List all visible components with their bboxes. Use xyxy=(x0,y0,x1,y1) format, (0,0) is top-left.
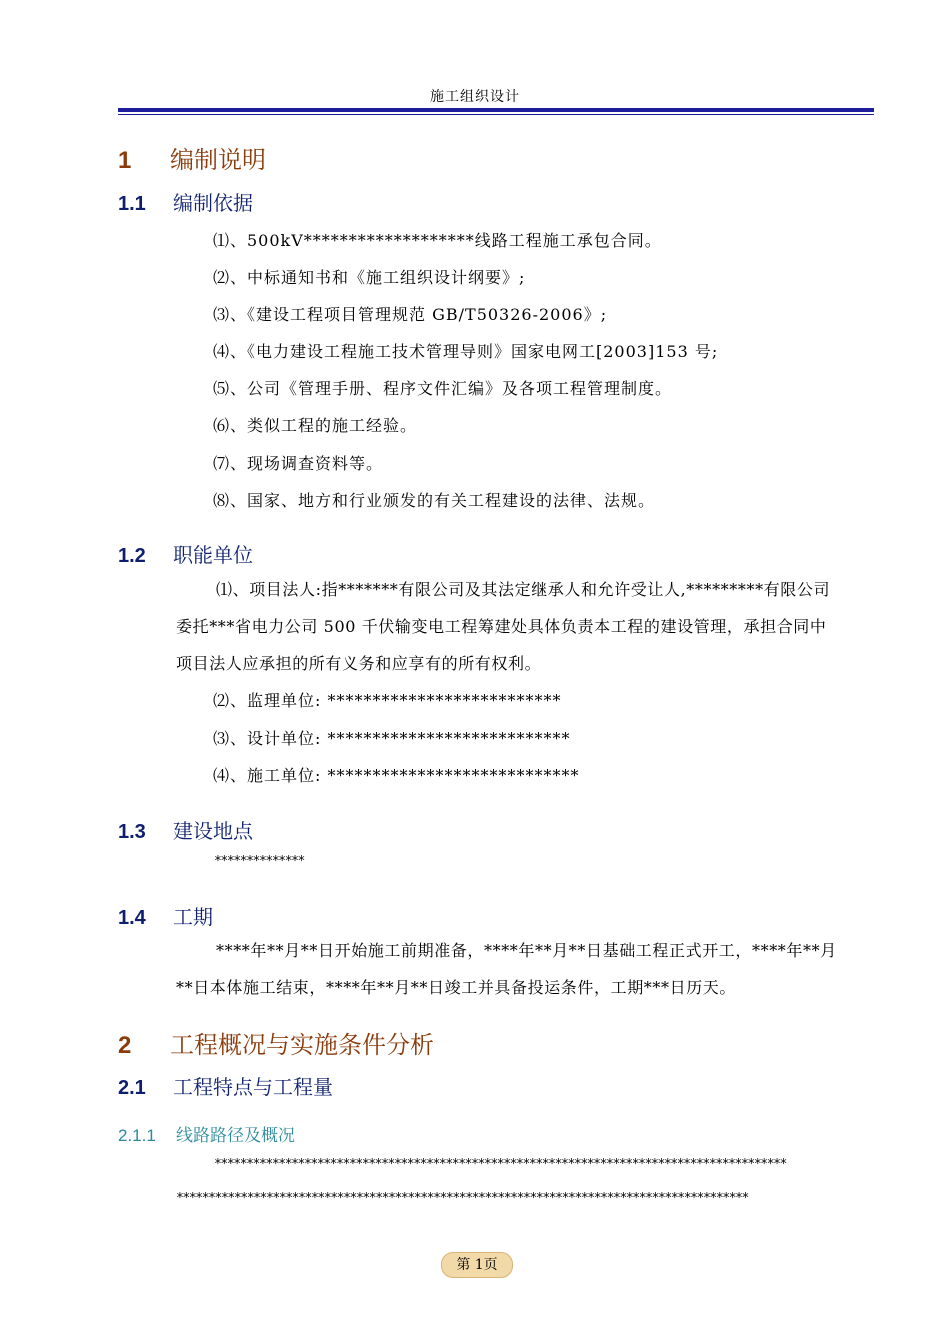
header-rule-thin xyxy=(118,114,874,115)
project-owner-paragraph: ⑴、项目法人:指*******有限公司及其法定继承人和允许受让人,*********有限公司委托***省电力公司 500 千伏输变电工程筹建处具体负责本工程的建设管理，承担合同中项目法人应承担的所有义务和应享有的所有权利。 xyxy=(176,580,831,673)
unit-item: ⑶、设计单位: *************************** xyxy=(213,729,571,748)
location-text: ************** xyxy=(214,854,304,869)
section-1-heading xyxy=(118,140,266,175)
section-2-1-heading xyxy=(118,1071,333,1100)
basis-item: ⑶、《建设工程项目管理规范 GB/T50326-2006》; xyxy=(213,305,608,324)
basis-item: ⑻、国家、地方和行业颁发的有关工程建设的法律、法规。 xyxy=(213,491,656,510)
section-number: 2.1 xyxy=(118,1077,146,1099)
section-title: 编制说明 xyxy=(170,146,266,174)
section-1-4-heading xyxy=(118,901,213,930)
section-title: 工程概况与实施条件分析 xyxy=(170,1031,434,1059)
section-1-1-heading xyxy=(118,187,253,216)
section-number: 1.2 xyxy=(118,545,146,567)
basis-item: ⑸、公司《管理手册、程序文件汇编》及各项工程管理制度。 xyxy=(213,379,673,398)
section-title: 线路路径及概况 xyxy=(176,1126,295,1146)
section-number: 1.1 xyxy=(118,193,146,215)
header-rule xyxy=(118,108,874,112)
section-number: 1.3 xyxy=(118,821,146,843)
basis-item: ⑹、类似工程的施工经验。 xyxy=(213,416,418,435)
section-2-1-1-heading xyxy=(118,1121,295,1146)
unit-item: ⑵、监理单位: ************************** xyxy=(213,691,562,710)
route-text-line: ***************************************************************************************** xyxy=(176,1191,748,1206)
basis-item: ⑷、《电力建设工程施工技术管理导则》国家电网工[2003]153 号; xyxy=(213,342,719,361)
unit-item: ⑷、施工单位: **************************** xyxy=(213,766,580,785)
section-title: 建设地点 xyxy=(173,819,253,843)
page-header: 施工组织设计 xyxy=(430,89,520,105)
section-number: 2.1.1 xyxy=(118,1126,156,1145)
section-number: 1 xyxy=(118,147,132,174)
basis-item: ⑵、中标通知书和《施工组织设计纲要》; xyxy=(213,268,526,287)
section-1-2-heading xyxy=(118,539,253,568)
page-number-badge: 第 1页 xyxy=(441,1252,513,1278)
basis-item: ⑴、500kV*******************线路工程施工承包合同。 xyxy=(213,231,662,250)
route-text-line: ***************************************************************************************** xyxy=(214,1157,786,1172)
section-2-heading xyxy=(118,1025,434,1060)
section-title: 工期 xyxy=(173,905,213,929)
basis-item: ⑺、现场调查资料等。 xyxy=(213,454,384,473)
section-1-3-heading xyxy=(118,815,253,844)
section-number: 1.4 xyxy=(118,907,146,929)
section-title: 编制依据 xyxy=(173,191,253,215)
section-title: 职能单位 xyxy=(173,543,253,567)
schedule-paragraph: ****年**月**日开始施工前期准备，****年**月**日基础工程正式开工，****年**月**日本体施工结束，****年**月**日竣工并具备投运条件，工期***日历天。 xyxy=(176,941,837,997)
section-title: 工程特点与工程量 xyxy=(173,1075,333,1099)
section-number: 2 xyxy=(118,1032,132,1059)
